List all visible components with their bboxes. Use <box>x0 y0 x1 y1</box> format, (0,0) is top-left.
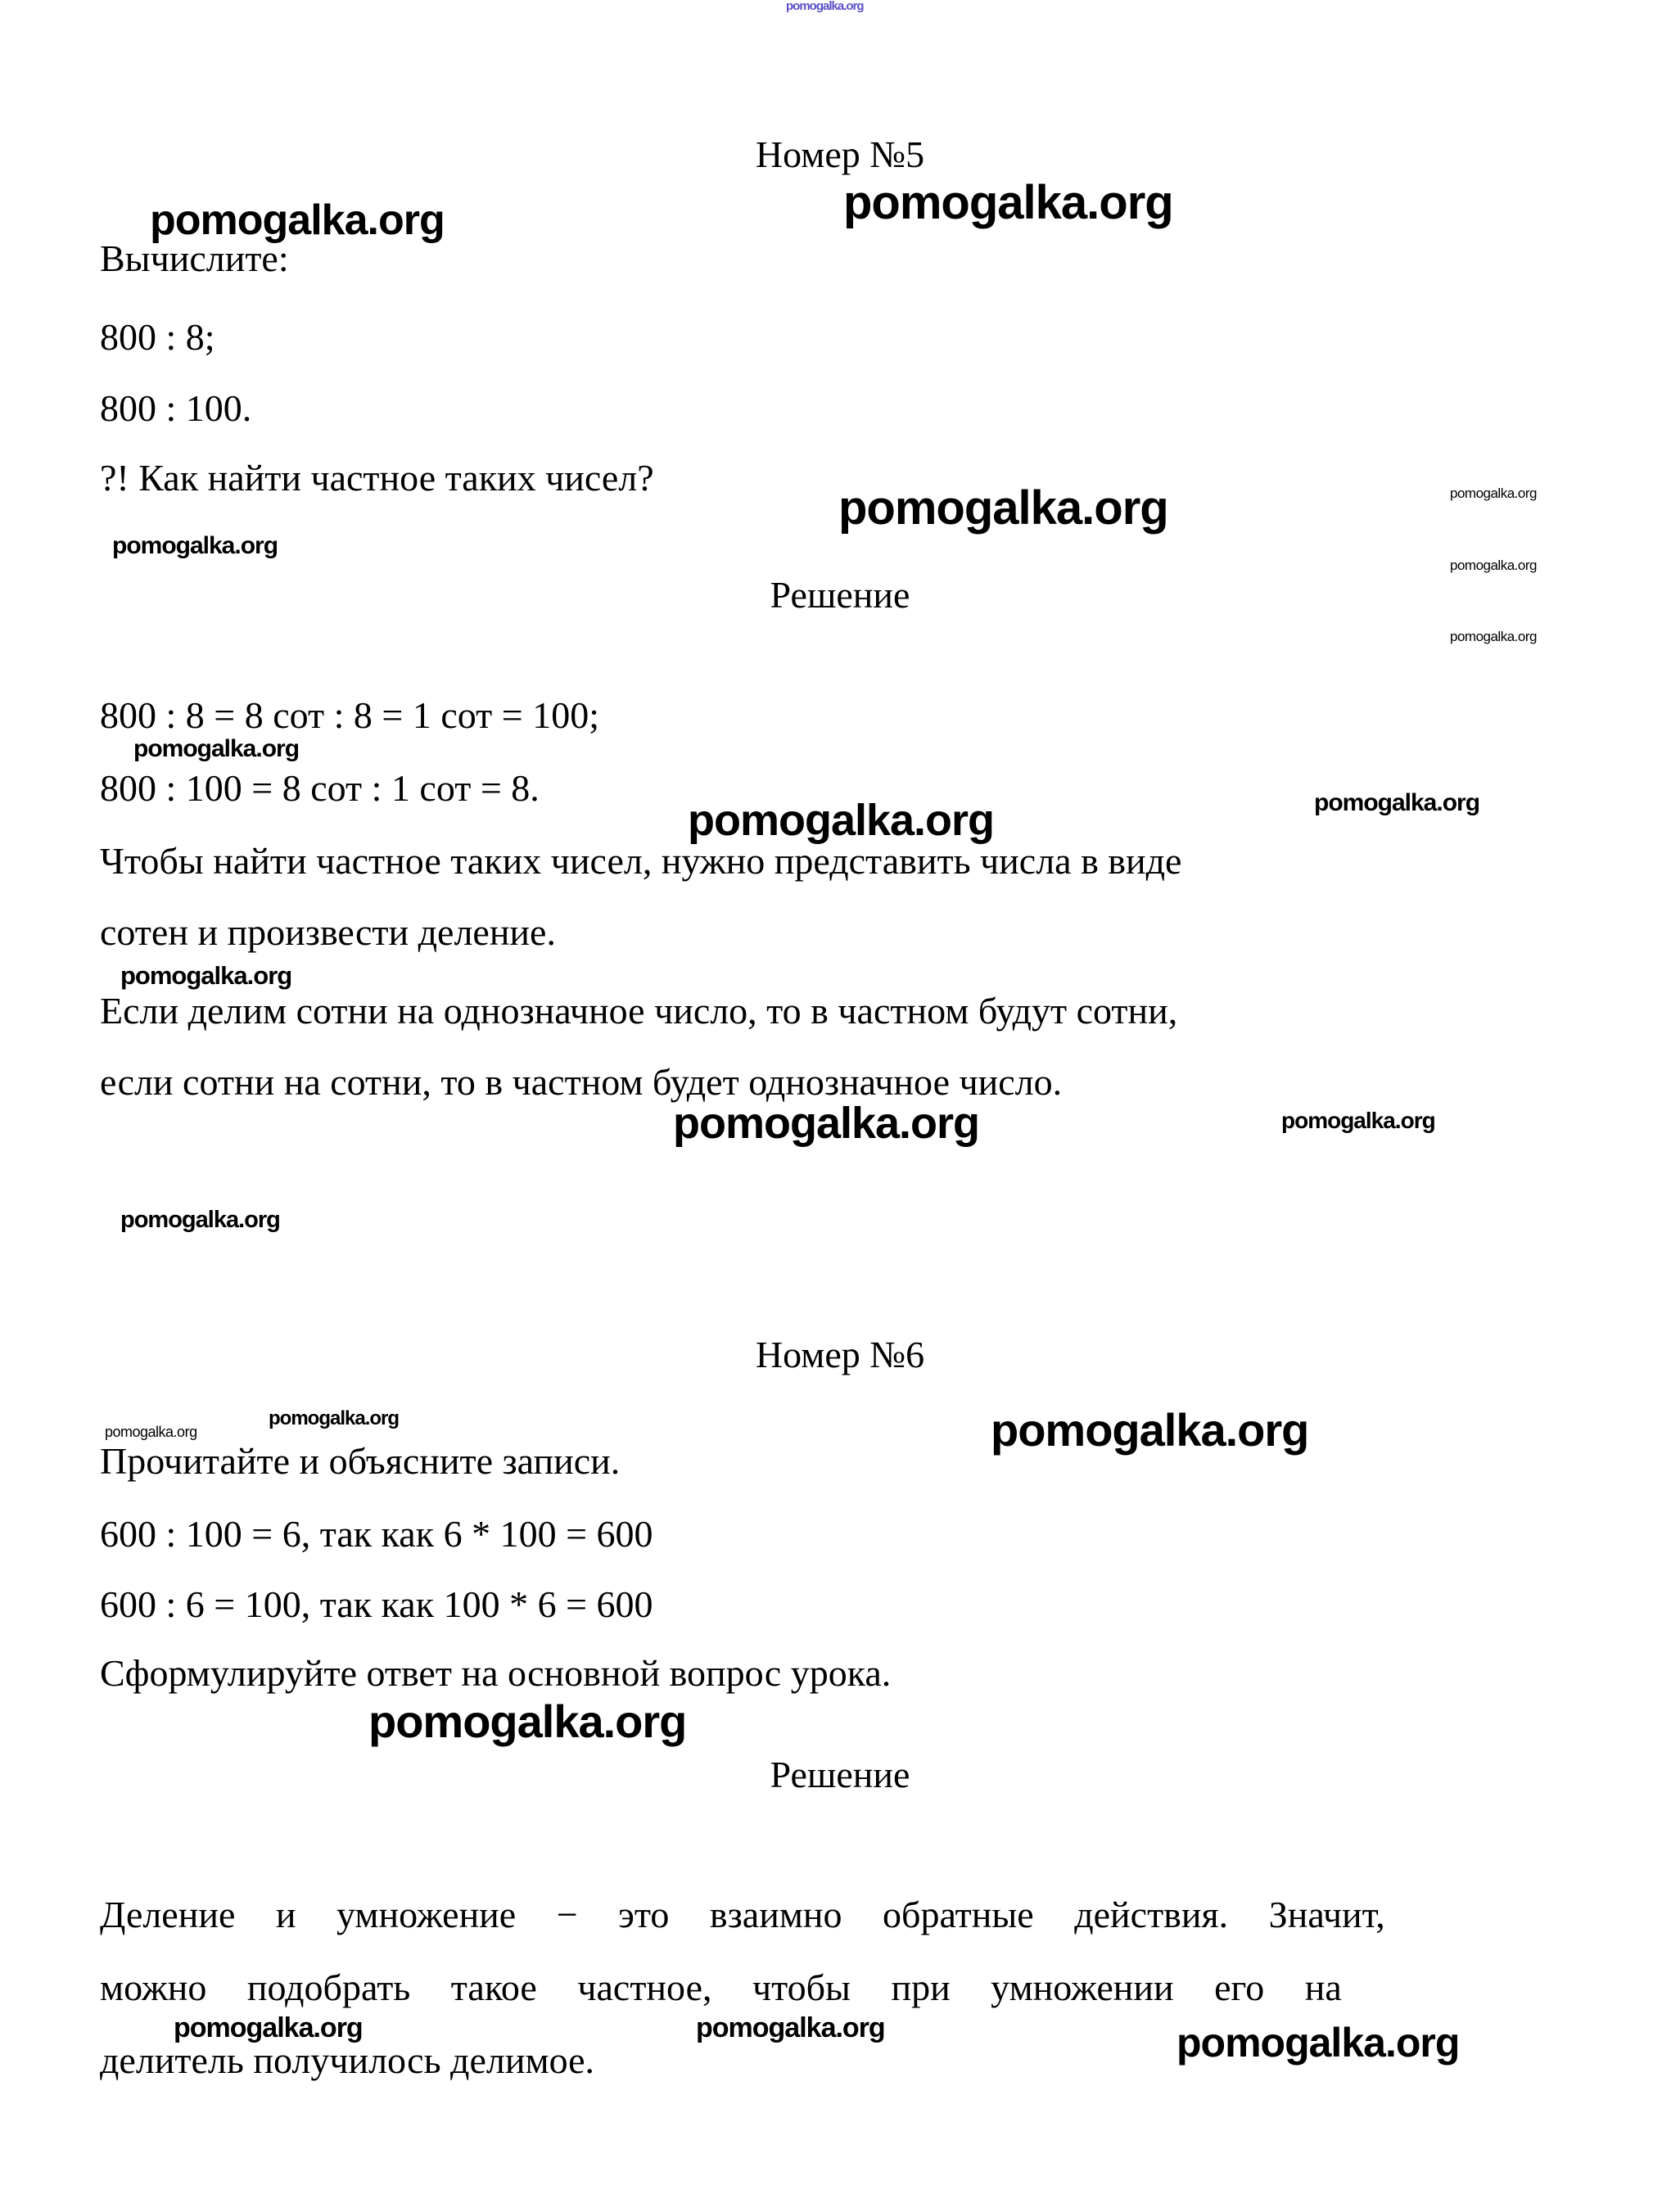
watermark: pomogalka.org <box>696 2012 885 2043</box>
problem5-solution-line: сотен и произвести деление. <box>100 911 556 953</box>
problem6-task-line: Прочитайте и объясните записи. <box>100 1440 621 1482</box>
problem5-solution-heading: Решение <box>770 574 910 616</box>
watermark: pomogalka.org <box>133 735 300 762</box>
watermark: pomogalka.org <box>1450 558 1537 573</box>
problem6-task-line: 600 : 100 = 6, так как 6 * 100 = 600 <box>100 1513 653 1555</box>
watermark: pomogalka.org <box>1281 1108 1435 1133</box>
watermark: pomogalka.org <box>1450 629 1537 644</box>
problem5-solution-line: Если делим сотни на однозначное число, то в частном будут сотни, <box>100 990 1178 1032</box>
watermark: pomogalka.org <box>174 2012 363 2043</box>
watermark: pomogalka.org <box>1314 789 1480 816</box>
problem5-solution-line: Чтобы найти частное таких чисел, нужно представить числа в виде <box>100 840 1182 882</box>
watermark: pomogalka.org <box>120 961 292 990</box>
problem5-title: Номер №5 <box>755 133 925 175</box>
problem6-title: Номер №6 <box>755 1334 925 1375</box>
problem6-task-line: Сформулируйте ответ на основной вопрос урока. <box>100 1652 892 1694</box>
problem5-task-line: Вычислите: <box>100 237 289 279</box>
watermark: pomogalka.org <box>368 1696 687 1747</box>
watermark: pomogalka.org <box>688 796 995 845</box>
watermark: pomogalka.org <box>150 196 445 244</box>
watermark: pomogalka.org <box>120 1207 280 1233</box>
problem5-solution-line: 800 : 8 = 8 сот : 8 = 1 сот = 100; <box>100 694 599 736</box>
problem6-solution-line: можно подобрать такое частное, чтобы при умножении его на <box>100 1966 1342 2008</box>
watermark: pomogalka.org <box>112 532 278 559</box>
watermark: pomogalka.org <box>1450 485 1537 501</box>
problem5-task-line: 800 : 100. <box>100 387 252 429</box>
problem5-task-line: 800 : 8; <box>100 316 215 358</box>
watermark: pomogalka.org <box>269 1407 400 1429</box>
problem5-task-line: ?! Как найти частное таких чисел? <box>100 457 654 499</box>
watermark: pomogalka.org <box>1176 2020 1460 2066</box>
watermark: pomogalka.org <box>843 176 1173 229</box>
watermark: pomogalka.org <box>991 1404 1309 1456</box>
problem5-solution-line: 800 : 100 = 8 сот : 1 сот = 8. <box>100 767 540 809</box>
problem6-task-line: 600 : 6 = 100, так как 100 * 6 = 600 <box>100 1583 653 1625</box>
watermark: pomogalka.org <box>105 1424 197 1440</box>
problem6-solution-line: делитель получилось делимое. <box>100 2039 595 2081</box>
watermark: pomogalka.org <box>673 1099 980 1148</box>
problem5-solution-line: если сотни на сотни, то в частном будет однозначное число. <box>100 1061 1063 1103</box>
watermark: pomogalka.org <box>838 481 1168 535</box>
watermark: pomogalka.org <box>786 0 864 13</box>
problem6-solution-heading: Решение <box>770 1754 910 1795</box>
problem6-solution-line: Деление и умножение − это взаимно обратные действия. Значит, <box>100 1894 1385 1935</box>
